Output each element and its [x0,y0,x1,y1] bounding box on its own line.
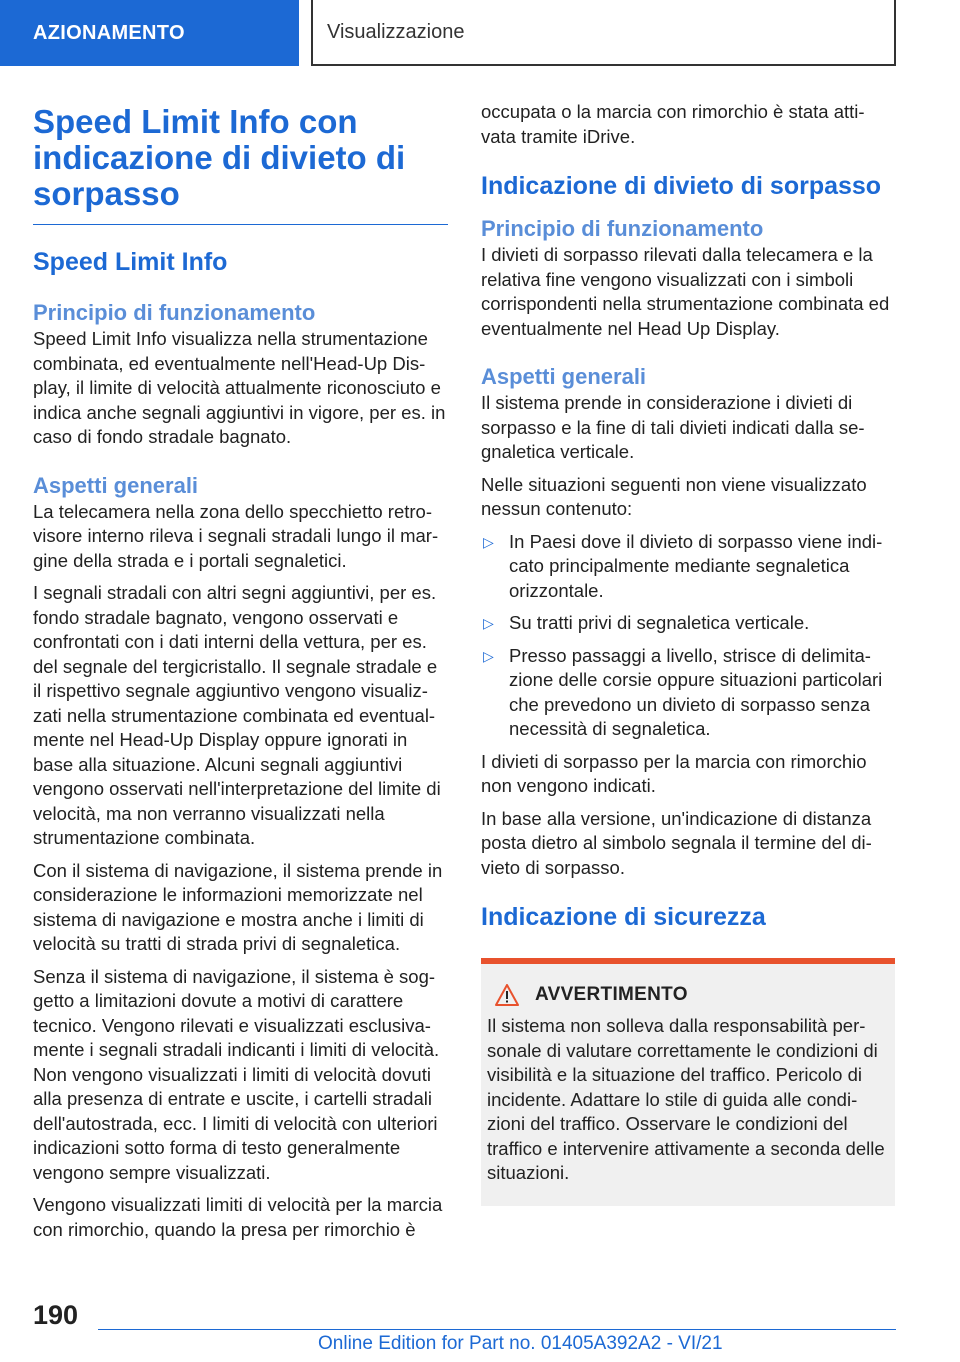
warning-title: AVVERTIMENTO [535,984,688,1005]
list-item: ▷ In Paesi dove il divieto di sorpasso viene indi-cato principalmente mediante segnaletica orizzontale. [483,530,883,601]
section-tab: AZIONAMENTO [0,0,299,66]
paragraph: occupata o la marcia con rimorchio è stata atti-vata tramite iDrive. [481,101,865,147]
heading-divieto-sorpasso: Indicazione di divieto di sorpasso [481,172,882,200]
paragraph: Speed Limit Info visualizza nella strumentazione combinata, ed eventualmente nell'Head-Up Dis-play, il limite di velocità attualmente riconosciuto e indica anche segnali aggiuntivi in vigore, per es. in caso di fondo stradale bagnato. [33,328,446,447]
paragraph: Vengono visualizzati limiti di velocità per la marcia con rimorchio, quando la presa per rimorchio è [33,1194,443,1240]
paragraph: I divieti di sorpasso per la marcia con rimorchio non vengono indicati. [481,750,867,796]
paragraph: La telecamera nella zona dello specchietto retro-visore interno rileva i segnali stradali lungo il mar-gine della strada e i portali segnaletici. [33,500,439,571]
footer-edition: Online Edition for Part no. 01405A392A2 - VI/21 [318,1333,723,1354]
page-number: 190 [33,1300,79,1330]
triangle-right-icon: ▷ [483,647,494,664]
list-item: ▷ Su tratti privi di segnaletica verticale. [481,611,895,636]
heading-principio: Principio di funzionamento [33,300,316,325]
warning-text: Il sistema non solleva dalla responsabilità per-sonale di valutare correttamente le condizioni di visibilità e la situazione del traffico. Pericolo di incidente. Adattare lo stile di guida alle condi-zioni del traffico. Osservare le condizioni del traffico e intervenire attivamente a seconda delle situazioni. [487,1015,885,1183]
bullet-list [481,530,895,742]
paragraph: Nelle situazioni seguenti non viene visualizzato nessun contenuto: [481,473,867,519]
heading-speed-limit-info: Speed Limit Info [33,248,228,276]
heading-sicurezza: Indicazione di sicurezza [481,903,766,931]
breadcrumb: Visualizzazione [311,0,896,66]
paragraph: Senza il sistema di navigazione, il sistema è sog-getto a limitazioni dovute a motivi di carattere tecnico. Vengono rilevati e visualizzati esclusiva-mente i segnali stradali indicanti i limiti di velocità. Non vengono visualizzati i limiti di velocità dovuti alla presenza di entrate e uscite, i cartelli stradali dell'autostrada, ecc. I limiti di velocità con ulteriori indicazioni sotto forma di testo generalmente vengono sempre visualizzati. [33,965,440,1183]
heading-aspetti: Aspetti generali [481,364,647,389]
title-divider [33,224,448,225]
page-header [0,0,960,66]
left-column [33,100,448,1242]
heading-aspetti: Aspetti generali [33,472,199,498]
right-column [481,100,895,1206]
paragraph: Il sistema prende in considerazione i divieti di sorpasso e la fine di tali divieti indicati dalla se-gnaletica verticale. [481,392,865,462]
triangle-right-icon: ▷ [483,615,494,631]
footer-divider [98,1329,896,1330]
paragraph: I segnali stradali con altri segni aggiuntivi, per es. fondo stradale bagnato, vengono osservati e confrontati con i dati interni della vettura, per es. del segnale del tergicristallo. Il segnale stradale e il rispettivo segnale aggiuntivo vengono visualiz-zati nella strumentazione combinata ed eventual-mente nel Head-Up Display oppure ignorati in base alla situazione. Alcuni segnali aggiuntivi vengono osservati nell'interpretazione del limite di velocità, ma non verranno visualizzati nella strumentazione combinata. [33,582,441,848]
page-title: Speed Limit Info con indicazione di divieto di sorpasso [33,103,406,212]
heading-principio: Principio di funzionamento [481,216,764,241]
paragraph: Con il sistema di navigazione, il sistema prende in considerazione le informazioni memorizzate nel sistema di navigazione e mostra anche i limiti di velocità su tratti di strada privi di segnaletica. [33,859,443,954]
warning-header [495,984,889,1006]
paragraph: In base alla versione, un'indicazione di distanza posta dietro al simbolo segnala il termine del di-vieto di sorpasso. [481,807,872,878]
warning-box [481,958,895,1206]
triangle-right-icon: ▷ [483,533,494,550]
list-item: ▷ Presso passaggi a livello, strisce di delimita-zione delle corsie oppure situazioni particolari che prevedono un divieto di sorpasso senza necessità di segnaletica. [483,644,883,739]
warning-triangle-icon [495,984,519,1006]
paragraph: I divieti di sorpasso rilevati dalla telecamera e la relativa fine vengono visualizzati con i simboli corrispondenti nella strumentazione combinata ed eventualmente nel Head Up Display. [481,244,890,339]
